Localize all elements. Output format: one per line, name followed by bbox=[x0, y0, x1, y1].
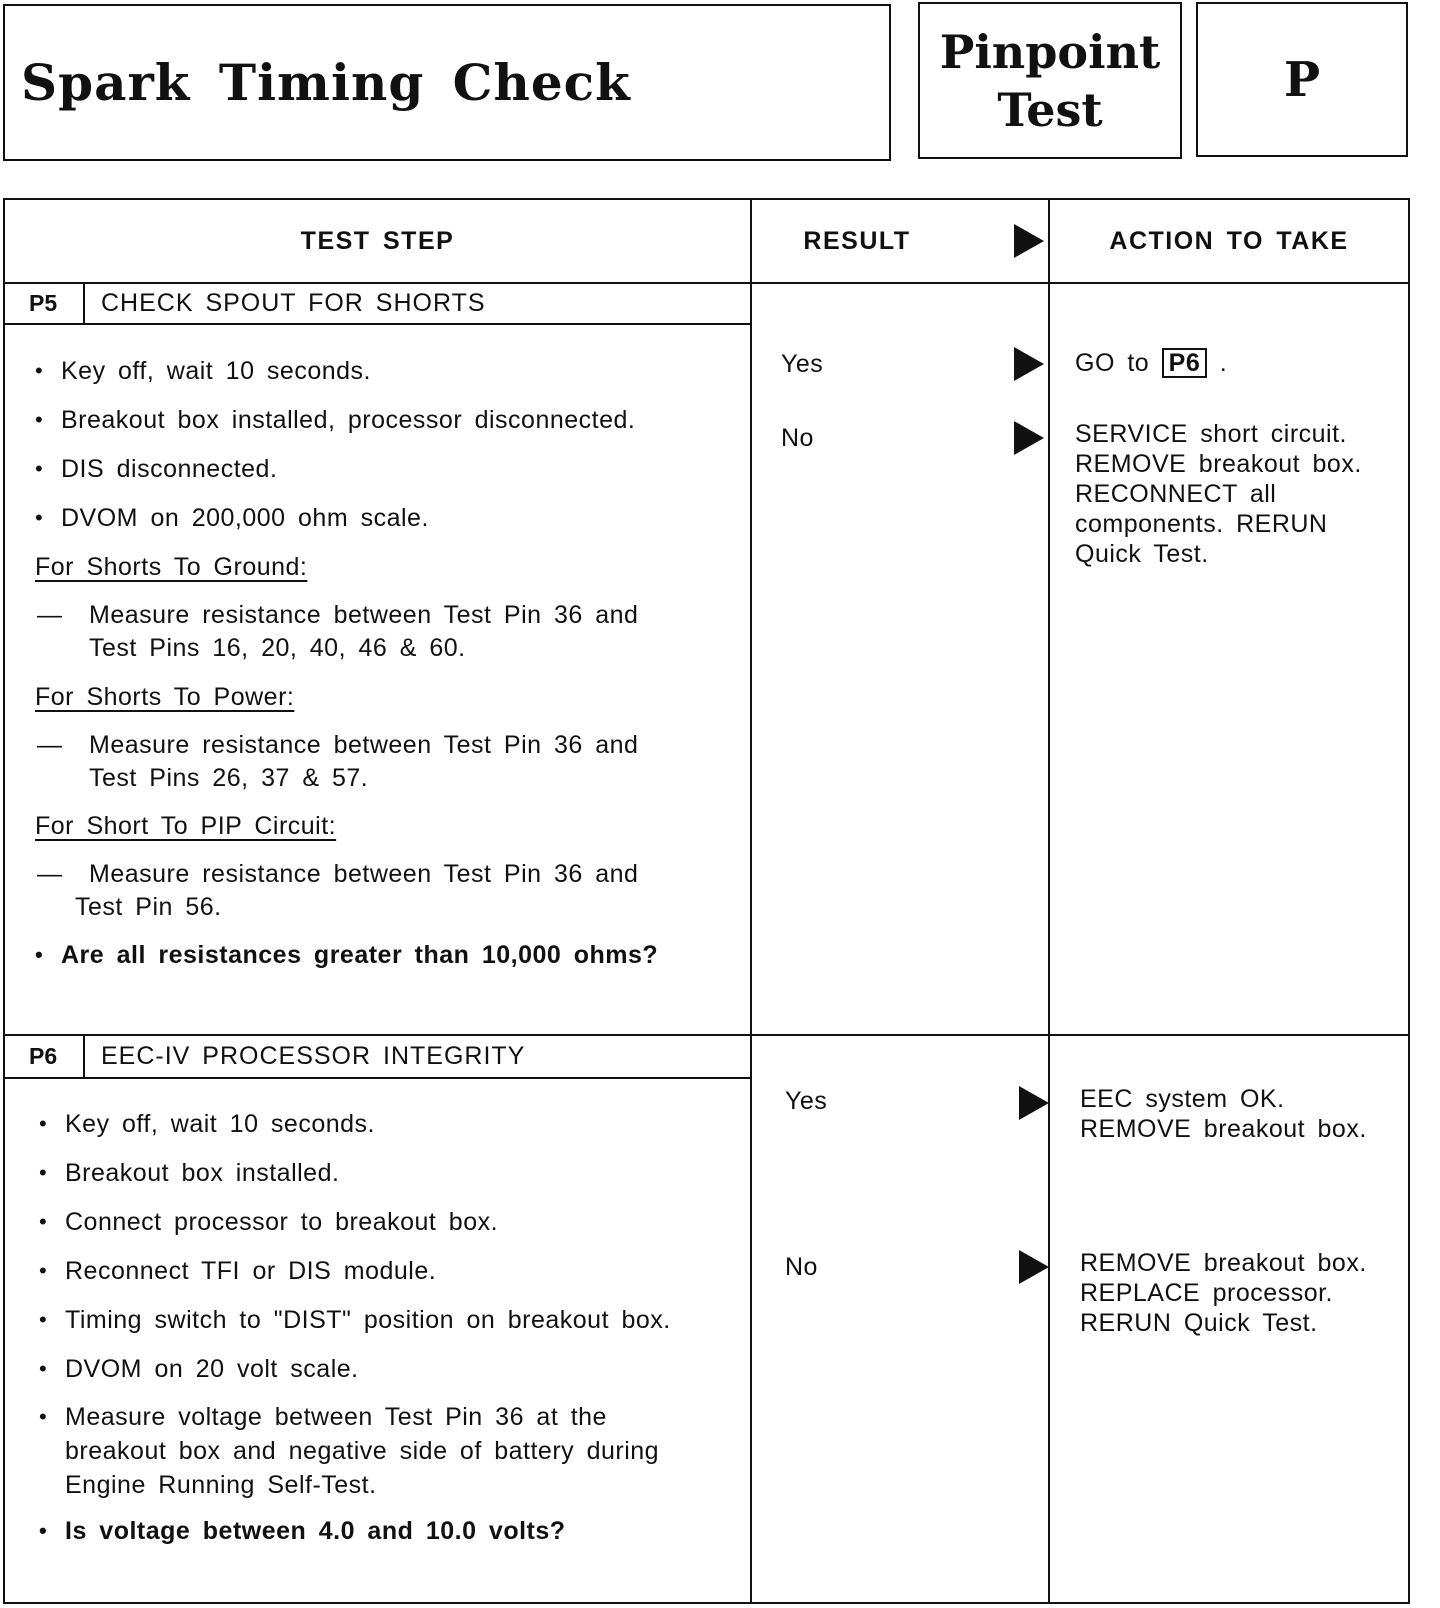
action-line: components. RERUN bbox=[1075, 510, 1328, 538]
list-item: • DVOM on 200,000 ohm scale. bbox=[61, 501, 429, 535]
action-line: Quick Test. bbox=[1075, 540, 1209, 568]
action-line: REPLACE processor. bbox=[1080, 1279, 1333, 1307]
step-question: • Are all resistances greater than 10,000 ohms? bbox=[61, 938, 658, 972]
list-item: • Connect processor to breakout box. bbox=[65, 1205, 498, 1239]
measure-line: Engine Running Self-Test. bbox=[65, 1471, 377, 1499]
list-item: • DIS disconnected. bbox=[61, 452, 277, 486]
action-goto-suffix: . bbox=[1219, 349, 1228, 377]
test-table bbox=[3, 198, 1410, 1604]
p6-bar-bottom bbox=[5, 1077, 750, 1079]
measure-pip-line2: Test Pin 56. bbox=[75, 893, 222, 921]
column-test-step: TEST STEP bbox=[300, 226, 455, 255]
arrow-icon bbox=[1014, 421, 1044, 455]
divider-action bbox=[1048, 200, 1050, 1602]
pinpoint-test-box bbox=[918, 2, 1182, 159]
measure-ground-line1: — Measure resistance between Test Pin 36 and bbox=[89, 598, 638, 632]
action-line: SERVICE short circuit. bbox=[1075, 420, 1348, 448]
action-yes-p6 bbox=[1080, 1084, 1367, 1144]
list-item: • Key off, wait 10 seconds. bbox=[61, 354, 371, 388]
page-title-box bbox=[3, 4, 891, 161]
measure-power-line2: Test Pins 26, 37 & 57. bbox=[89, 764, 369, 792]
measure-voltage bbox=[65, 1400, 659, 1502]
action-no-p5 bbox=[1075, 419, 1362, 569]
list-item: • Breakout box installed, processor disconnected. bbox=[61, 403, 635, 437]
step-id: P5 bbox=[5, 284, 85, 323]
measure-power-line1: — Measure resistance between Test Pin 36 and bbox=[89, 728, 638, 762]
test-letter: P bbox=[1283, 51, 1321, 108]
measure-pip-line1: — Measure resistance between Test Pin 36 and bbox=[89, 857, 638, 891]
divider-result bbox=[750, 200, 752, 1602]
step-title: EEC-IV PROCESSOR INTEGRITY bbox=[101, 1042, 526, 1070]
result-yes: Yes bbox=[785, 1087, 828, 1115]
action-no-p6 bbox=[1080, 1248, 1367, 1338]
result-arrow-icon bbox=[1014, 224, 1044, 258]
pinpoint-line-2: Test bbox=[997, 82, 1103, 137]
list-item: • Breakout box installed. bbox=[65, 1156, 339, 1190]
p5-bar-bottom bbox=[5, 323, 750, 325]
list-item: • Key off, wait 10 seconds. bbox=[65, 1107, 375, 1141]
measure-line: • Measure voltage between Test Pin 36 at the bbox=[65, 1403, 607, 1431]
test-letter-box bbox=[1196, 2, 1408, 157]
pinpoint-test-label bbox=[940, 23, 1161, 139]
result-yes: Yes bbox=[781, 350, 824, 378]
step-p5-header bbox=[5, 284, 750, 323]
arrow-icon bbox=[1019, 1250, 1049, 1284]
pinpoint-line-1: Pinpoint bbox=[939, 24, 1161, 79]
column-result: RESULT bbox=[803, 226, 911, 255]
arrow-icon bbox=[1019, 1086, 1049, 1120]
result-no: No bbox=[781, 424, 814, 452]
action-line: EEC system OK. bbox=[1080, 1085, 1285, 1113]
action-line: REMOVE breakout box. bbox=[1075, 450, 1362, 478]
action-line: RECONNECT all bbox=[1075, 480, 1277, 508]
action-line: REMOVE breakout box. bbox=[1080, 1115, 1367, 1143]
subheading-power: For Shorts To Power: bbox=[35, 683, 295, 711]
measure-line: breakout box and negative side of battery during bbox=[65, 1437, 660, 1465]
arrow-icon bbox=[1014, 347, 1044, 381]
subheading-ground: For Shorts To Ground: bbox=[35, 553, 308, 581]
list-item: • DVOM on 20 volt scale. bbox=[65, 1352, 359, 1386]
step-p6-header bbox=[5, 1036, 750, 1077]
column-action: ACTION TO TAKE bbox=[1109, 226, 1349, 255]
subheading-pip: For Short To PIP Circuit: bbox=[35, 812, 337, 840]
action-line: REMOVE breakout box. bbox=[1080, 1249, 1367, 1277]
list-item: • Reconnect TFI or DIS module. bbox=[65, 1254, 436, 1288]
step-title: CHECK SPOUT FOR SHORTS bbox=[101, 289, 486, 317]
result-no: No bbox=[785, 1253, 818, 1281]
action-goto-text: GO to bbox=[1075, 349, 1150, 377]
page-title: Spark Timing Check bbox=[21, 53, 631, 112]
action-line: RERUN Quick Test. bbox=[1080, 1309, 1318, 1337]
step-ref-p6[interactable]: P6 bbox=[1162, 348, 1208, 378]
action-goto bbox=[1075, 346, 1227, 380]
list-item: • Timing switch to "DIST" position on breakout box. bbox=[65, 1303, 671, 1337]
step-question: • Is voltage between 4.0 and 10.0 volts? bbox=[65, 1514, 566, 1548]
step-id: P6 bbox=[5, 1036, 85, 1077]
measure-ground-line2: Test Pins 16, 20, 40, 46 & 60. bbox=[89, 634, 466, 662]
